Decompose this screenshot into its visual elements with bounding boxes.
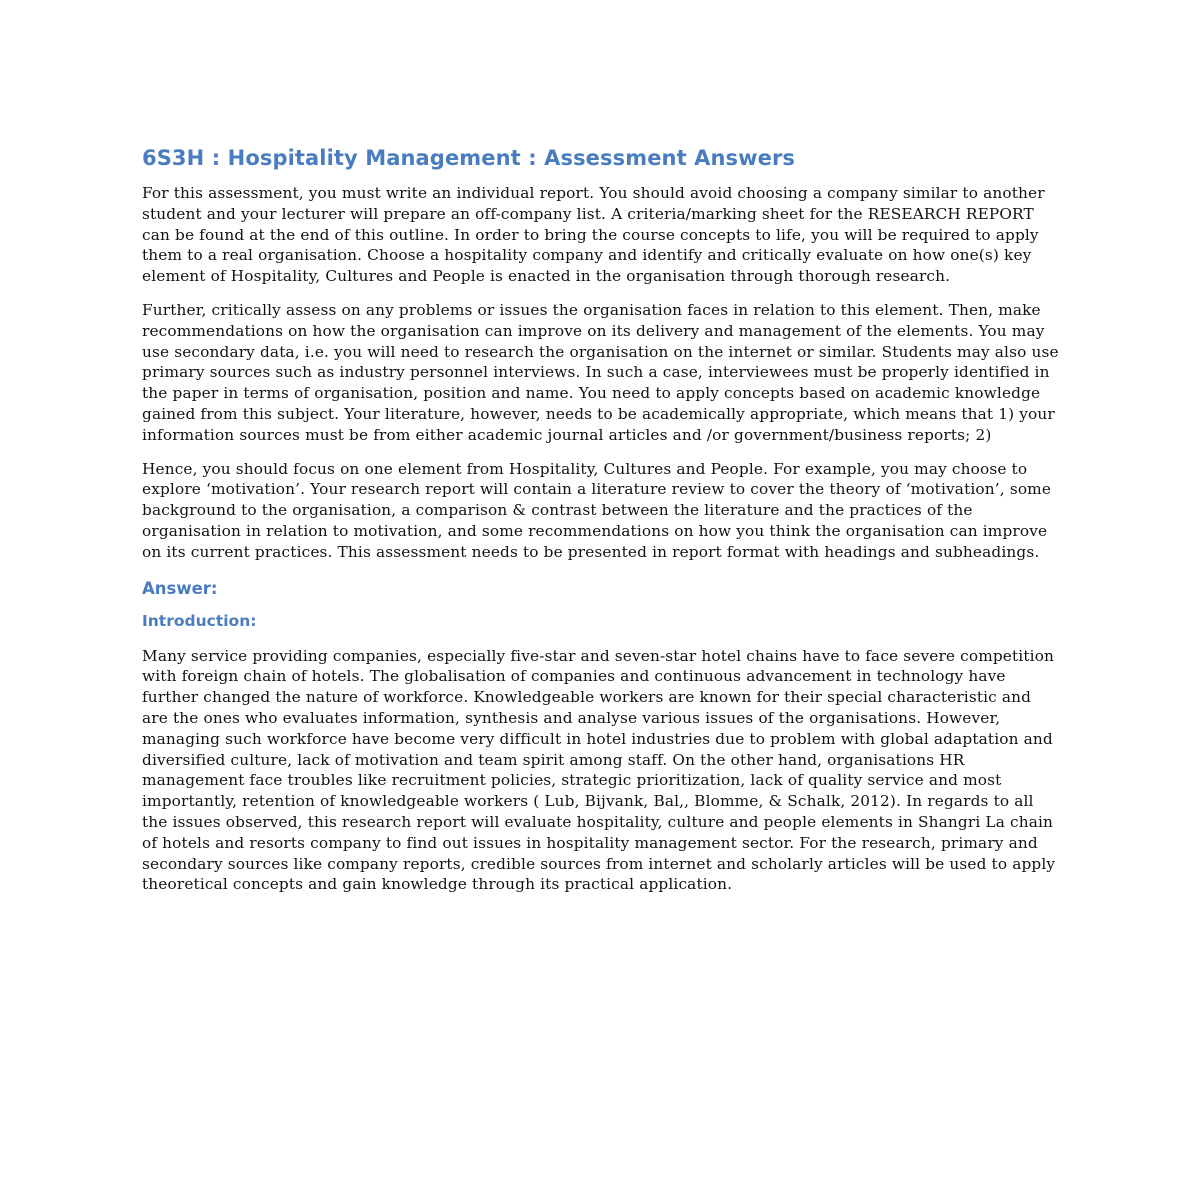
assessment-paragraph-3: Hence, you should focus on one element from Hospitality, Cultures and People. For example, you may choose to explore ‘motivation’. Your research report will contain a literature review to cover the theory of ‘motivation’, some background to the organisation, a comparison & contrast between the literature and the practices of the organisation in relation to motivation, and some recommendations on how you think the organisation can improve on its current practices. This assessment needs to be presented in report format with headings and subheadings. [142, 459, 1052, 561]
introduction-heading: Introduction: [142, 611, 257, 630]
document-page [142, 146, 1062, 908]
document-title: 6S3H : Hospitality Management : Assessment Answers [142, 146, 796, 170]
introduction-paragraph: Many service providing companies, especially five-star and seven-star hotel chains have to face severe competition with foreign chain of hotels. The globalisation of companies and continuous advancement in technology have further changed the nature of workforce. Knowledgeable workers are known for their special characteristic and are the ones who evaluates information, synthesis and analyse various issues of the organisations. However, managing such workforce have become very difficult in hotel industries due to problem with global adaptation and diversified culture, lack of motivation and team spirit among staff. On the other hand, organisations HR management face troubles like recruitment policies, strategic prioritization, lack of quality service and most importantly, retention of knowledgeable workers ( Lub, Bijvank, Bal,, Blomme, & Schalk, 2012). In regards to all the issues observed, this research report will evaluate hospitality, culture and people elements in Shangri La chain of hotels and resorts company to find out issues in hospitality management sector. For the research, primary and secondary sources like company reports, credible sources from internet and scholarly articles will be used to apply theoretical concepts and gain knowledge through its practical application. [142, 646, 1056, 894]
assessment-paragraph-2: Further, critically assess on any problems or issues the organisation faces in relation to this element. Then, make recommendations on how the organisation can improve on its delivery and management of the elements. You may use secondary data, i.e. you will need to research the organisation on the internet or similar. Students may also use primary sources such as industry personnel interviews. In such a case, interviewees must be properly identified in the paper in terms of organisation, position and name. You need to apply concepts based on academic knowledge gained from this subject. Your literature, however, needs to be academically appropriate, which means that 1) your information sources must be from either academic journal articles and /or government/business reports; 2) [142, 300, 1059, 444]
answer-heading: Answer: [142, 578, 218, 598]
assessment-paragraph-1: For this assessment, you must write an individual report. You should avoid choosing a company similar to another student and your lecturer will prepare an off-company list. A criteria/marking sheet for the RESEARCH REPORT can be found at the end of this outline. In order to bring the course concepts to life, you will be required to apply them to a real organisation. Choose a hospitality company and identify and critically evaluate on how one(s) key element of Hospitality, Cultures and People is enacted in the organisation through thorough research. [142, 184, 1045, 286]
